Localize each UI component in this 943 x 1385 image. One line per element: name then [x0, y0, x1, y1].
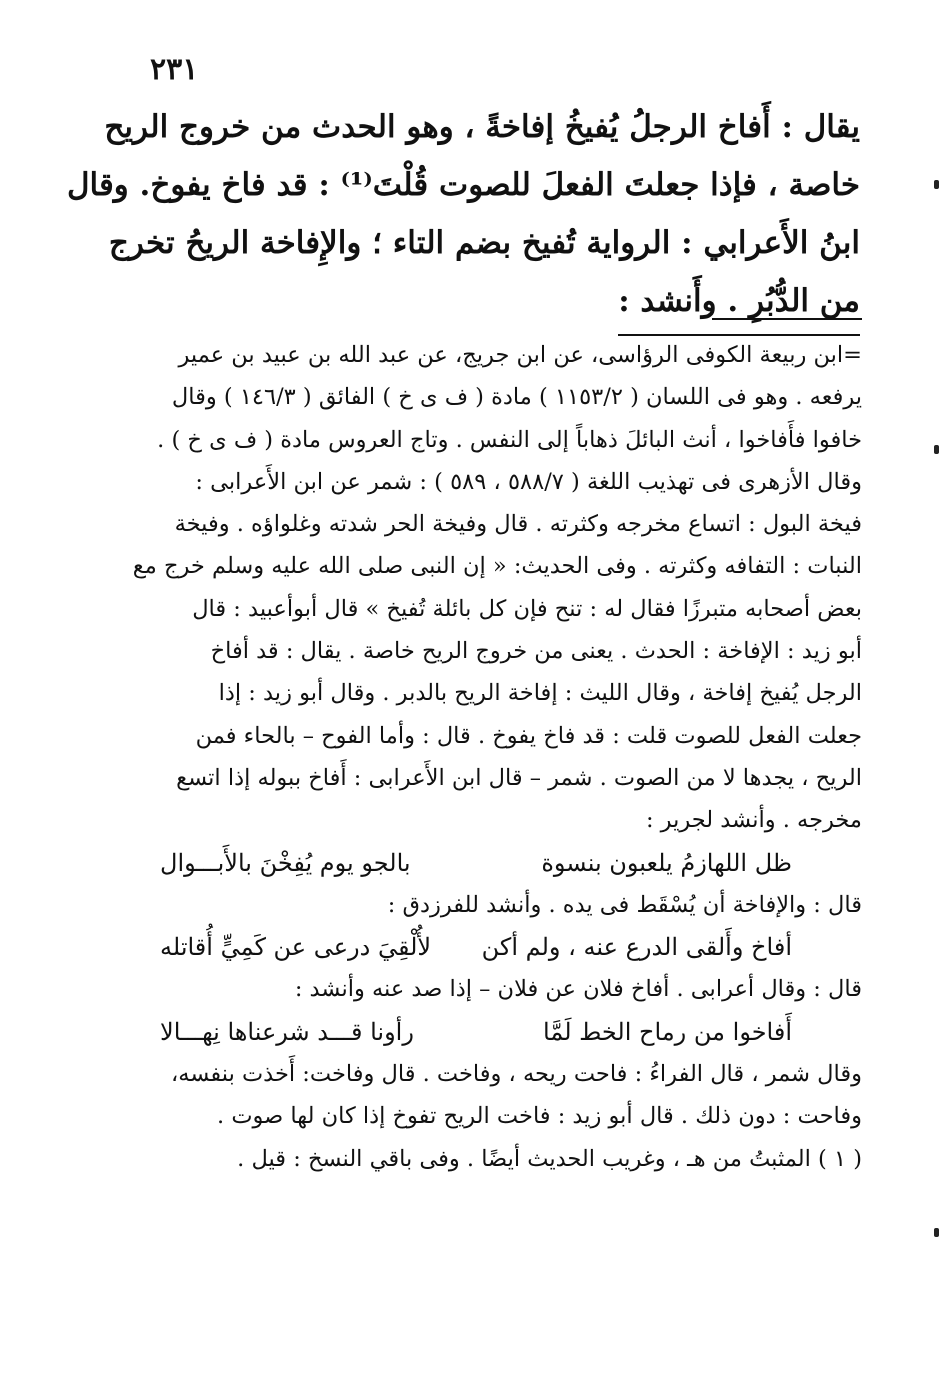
- main-text-line: يقال : أَفاخ الرجلُ يُفيخُ إفاخةً ، وهو الحدث من خروج الريح: [104, 109, 860, 145]
- footnote-line: فيخة البول : اتساع مخرجه وكثرته . قال وفيخة الحر شدته وغلواؤه . وفيخة: [174, 511, 862, 538]
- footnote-line: الرجل يُفيخ إفاخة ، وقال الليث : إفاخة الريح بالدبر . وقال أبو زيد : إذا: [218, 680, 862, 707]
- scan-mark: [934, 445, 939, 454]
- footnote-line: وفاحت : دون ذلك . قال أبو زيد : فاخت الريح تفوخ إذا كان لها صوت .: [217, 1103, 862, 1130]
- main-text-line: خاصة ، فإذا جعلتَ الفعلَ للصوت قُلْتَ⁽¹⁾ : قد فاخ يفوخ. وقال: [67, 167, 860, 203]
- footnote-line: قال : وقال أعرابى . أفاخ فلان عن فلان – إذا صد عنه وأنشد :: [294, 976, 862, 1003]
- verse-first-hemistich: ظل اللهازمُ يلعبون بنسوة: [541, 848, 792, 877]
- verse-first-hemistich: أَفاخوا من رماح الخط لَمَّا: [543, 1017, 792, 1046]
- page-number: ٢٣١: [150, 52, 199, 87]
- main-text-line: ابنُ الأَعرابي : الرواية تُفيخ بضم التاء ؛ والإِفاخة الريحُ تخرج: [108, 225, 860, 261]
- footnote-line: قال : والإفاخة أن يُسْقَط فى يده . وأنشد للفرزدق :: [387, 891, 862, 918]
- verse-farazdaq: [120, 926, 862, 968]
- verse-second-hemistich: لأُلْقِيَ درعى عن كَمِيٍّ أُقاتله: [160, 933, 432, 962]
- footnote-line: أبو زيد : الإفاخة : الحدث . يعنى من خروج الريح خاصة . يقال : قد أفاخ: [210, 638, 862, 665]
- footnote-line: =ابن ربيعة الكوفى الرؤاسى، عن ابن جريج، عن عبد الله بن عبيد بن عمير: [178, 342, 862, 368]
- footnote-line: يرفعه . وهو فى اللسان ( ١١٥٣/٢ ) مادة ( ف ى خ ) الفائق ( ١٤٦/٣ ) وقال: [171, 384, 862, 411]
- main-text-line-last: [120, 272, 860, 330]
- footnote-line: الريح ، يجدها لا من الصوت . شمر – قال ابن الأَعرابى : أَفاخ ببوله إذا اتسع: [176, 764, 862, 791]
- footnote-1: ( ١ ) المثبتُ من هـ ، وغريب الحديث أيضًا . وفى باقي النسخ : قيل .: [237, 1145, 862, 1172]
- footnote-separator: [712, 318, 862, 320]
- scan-mark: [934, 180, 939, 189]
- footnote-line: جعلت الفعل للصوت قلت : قد فاخ يفوخ . قال : وأما الفوح – بالحاء فمن: [195, 722, 862, 749]
- footnote-line: وقال شمر ، قال الفراءُ : فاحت ريحه ، وفاخت . قال وفاخت: أَخذت بنفسه،: [171, 1061, 862, 1088]
- footnote-line: النبات : التفافه وكثرته . وفى الحديث: « إن النبى صلى الله عليه وسلم خرج مع: [132, 553, 862, 580]
- main-text: [67, 98, 860, 330]
- verse-second-hemistich: بالجو يوم يُفِخْنَ بالأَبـــوال: [160, 848, 411, 877]
- footnote-line: بعض أصحابه متبرزًا فقال له : تنح فإن كل بائلة تُفيخ » قال أبوأعبيد : قال: [192, 595, 862, 622]
- verse-first-hemistich: أفاخ وأَلقى الدرع عنه ، ولم أكن: [481, 933, 792, 962]
- footnotes: [120, 334, 862, 1180]
- main-text-last-span: من الدُّبُرِ . وأَنشد :: [618, 272, 860, 336]
- verse-second-hemistich: رأونا قـــد شرعناها نِهـــالا: [160, 1017, 414, 1046]
- verse-jarir: [120, 842, 862, 884]
- footnote-line: مخرجه . وأنشد لجرير :: [645, 807, 862, 834]
- footnote-line: وقال الأزهرى فى تهذيب اللغة ( ٥٨٨/٧ ، ٥٨٩ ) : شمر عن ابن الأَعرابى :: [195, 468, 862, 495]
- footnote-line: خافوا فأَفاخوا ، أنث البائلَ ذهاباً إلى النفس . وتاج العروس مادة ( ف ى خ ) .: [157, 426, 862, 453]
- verse-arabi: [120, 1011, 862, 1053]
- scan-mark: [934, 1228, 939, 1237]
